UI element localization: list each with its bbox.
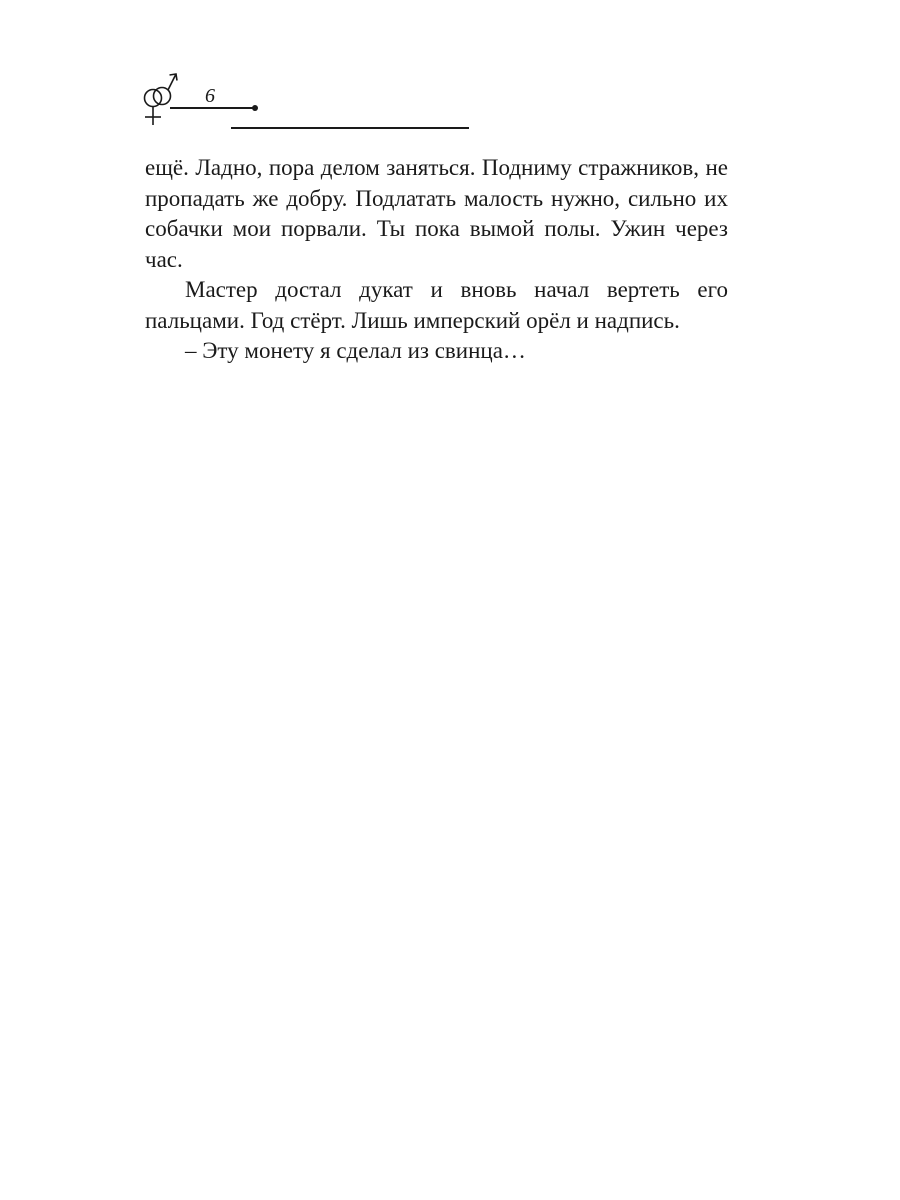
header-rule-long — [231, 127, 469, 129]
paragraph-master-coin: Мастер достал дукат и вновь начал вертеть его пальцами. Год стёрт. Лишь имперский орёл и надпись. — [145, 277, 728, 333]
paragraph-dialogue: – Эту монету я сделал из свинца… — [185, 338, 526, 363]
male-female-symbol-icon — [140, 66, 190, 128]
paragraph-continuation: ещё. Ладно, пора делом заняться. Подниму стражников, не пропадать же добру. Подлатать малость нужно, сильно их собачки мои порвали. Ты пока вымой полы. Ужин через час. — [145, 155, 728, 272]
header-rule-short — [170, 107, 254, 109]
running-header — [140, 66, 480, 136]
header-rule-dot — [252, 105, 258, 111]
body-text — [145, 153, 728, 367]
page-number: 6 — [205, 85, 215, 107]
